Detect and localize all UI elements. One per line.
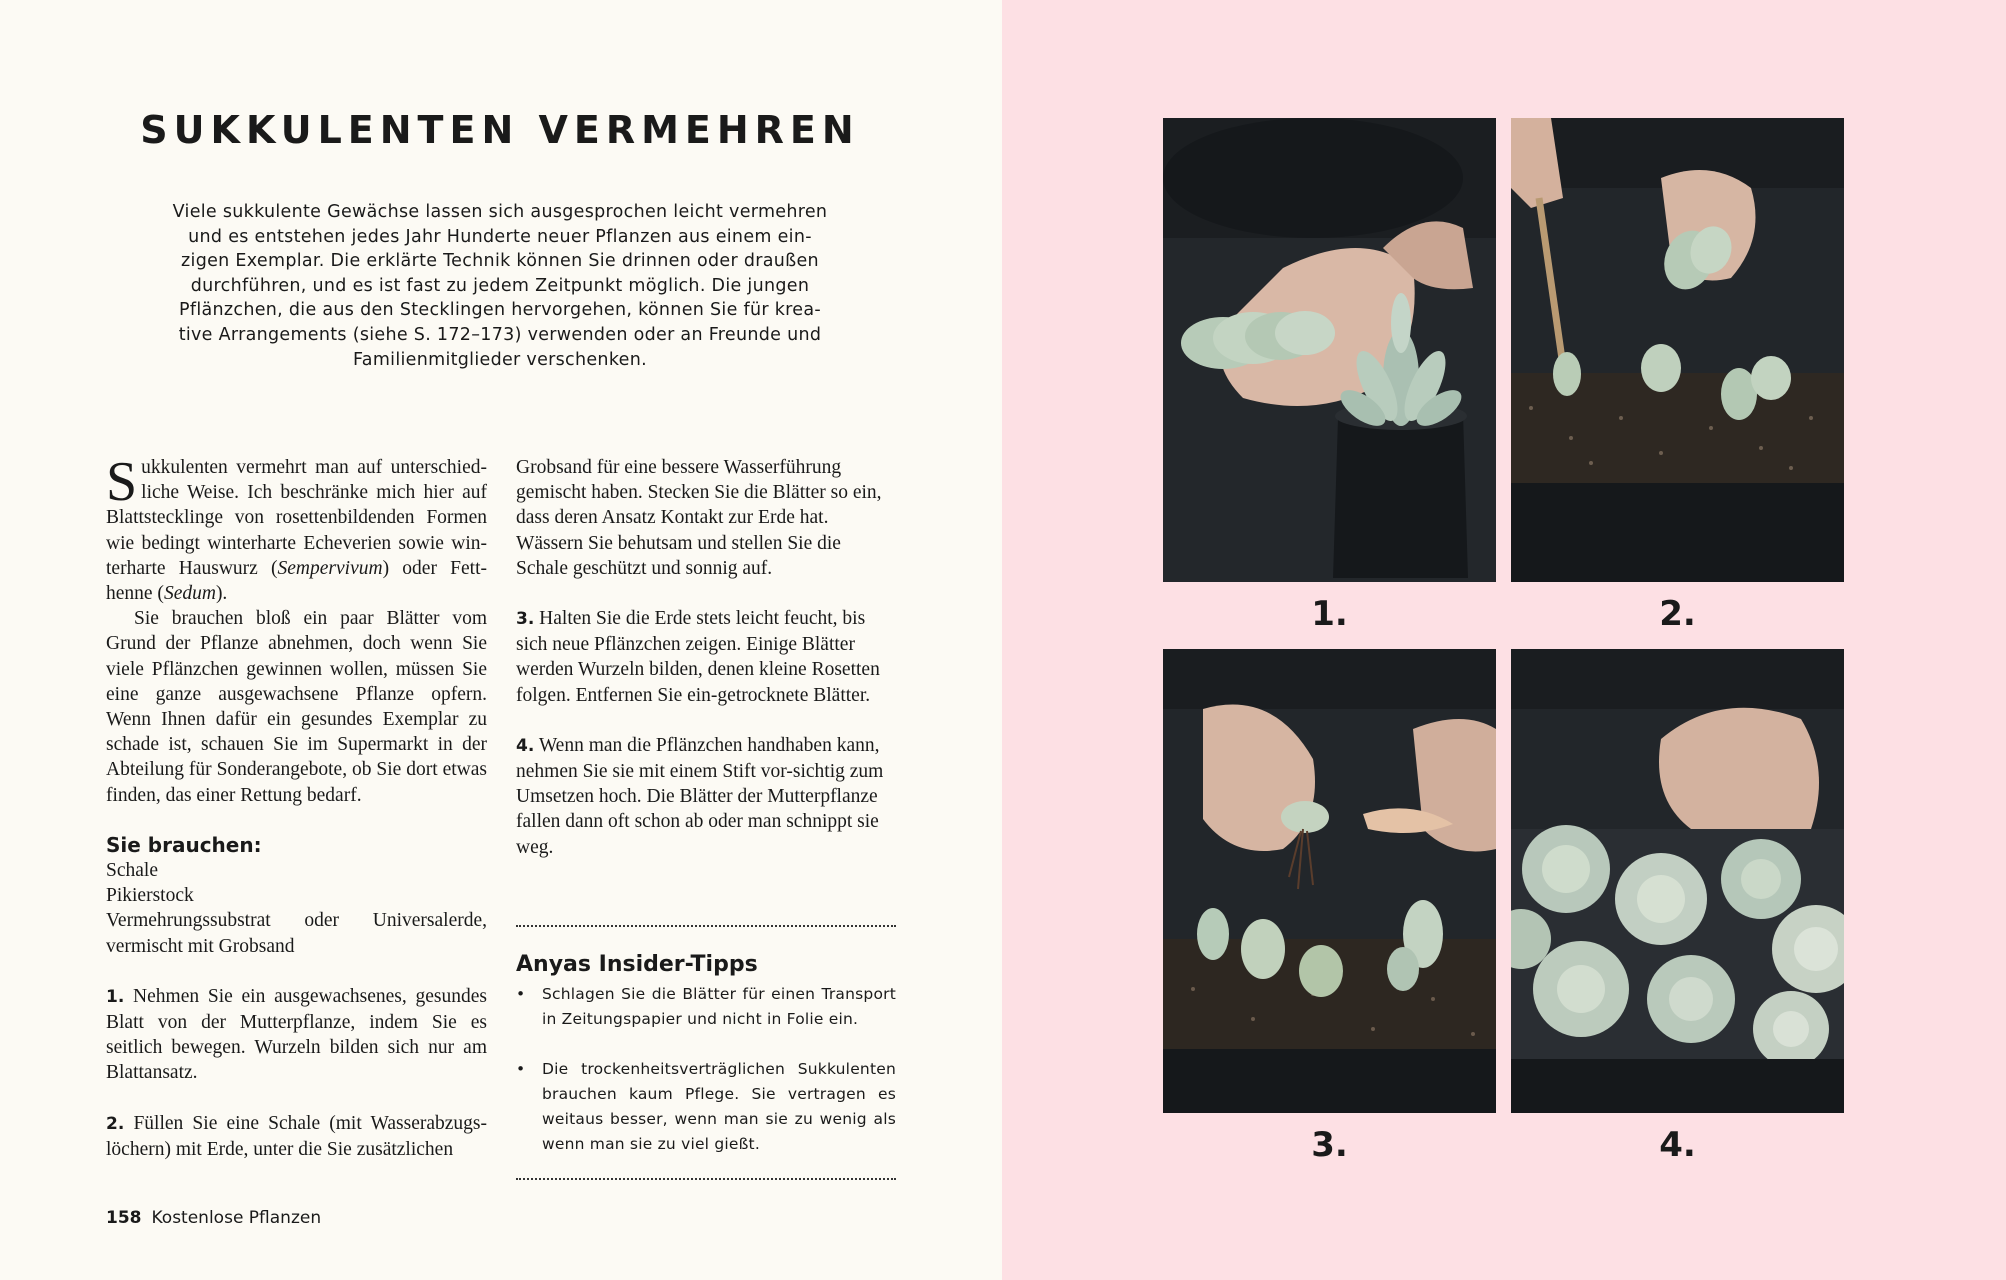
- step-3: [516, 606, 896, 708]
- intro-paragraph: [160, 200, 840, 372]
- bullet-icon: •: [516, 985, 526, 1003]
- right-page: [1002, 0, 2006, 1280]
- intro-line: Pflänzchen, die aus den Stecklingen hervorgehen, können Sie für krea-: [179, 300, 821, 321]
- photo-step-2: [1511, 118, 1844, 582]
- page-title: SUKKULENTEN VERMEHREN: [140, 108, 860, 152]
- step-text: Nehmen Sie ein ausgewachsenes, gesundes Blatt von der Mutterpflanze, indem Sie es seitlich bewegen. Wurzeln bilden sich nur am Blattansatz.: [106, 985, 487, 1084]
- step-number: 2.: [106, 1113, 125, 1134]
- section-title: Kostenlose Pflanzen: [151, 1208, 322, 1228]
- photo-step-1: [1163, 118, 1496, 582]
- dotted-divider: [516, 1178, 896, 1180]
- caption-step-4: 4.: [1659, 1125, 1696, 1165]
- caption-step-3: 3.: [1311, 1125, 1348, 1165]
- step-2-continued: Grobsand für eine bessere Wasserführung gemischt haben. Stecken Sie die Blätter so ein, dass deren Ansatz Kontakt zur Erde hat. Wässern Sie behutsam und stellen Sie die Schale geschützt und sonnig auf.: [516, 457, 882, 579]
- paragraph-intro: [106, 451, 487, 606]
- photo-step-3: [1163, 649, 1496, 1113]
- paragraph-two: Sie brauchen bloß ein paar Blätter vom Grund der Pflanze abnehmen, doch wenn Sie viele Pflänzchen gewinnen wollen, müssen Sie eine ganze ausgewachsene Pflanze opfern. Wenn Ihnen dafür ein gesundes Exemplar zu schade ist, schauen Sie im Supermarkt in der Abteilung für Sonderangebote, ob Sie dort etwas finden, das einer Rettung bedarf.: [106, 608, 487, 806]
- step-4-image: [1511, 649, 1844, 1113]
- photo-step-4: [1511, 649, 1844, 1113]
- tip-item: [516, 982, 896, 1032]
- tip-text: Schlagen Sie die Blätter für einen Transport in Zeitungspapier und nicht in Folie ein.: [542, 985, 896, 1028]
- step-3-image: [1163, 649, 1496, 1113]
- text-run: ).: [215, 583, 228, 605]
- step-number: 4.: [516, 735, 535, 756]
- step-number: 3.: [516, 609, 535, 630]
- intro-line: zigen Exemplar. Die erklärte Technik können Sie drinnen oder draußen: [181, 251, 819, 272]
- intro-line: tive Arrangements (siehe S. 172–173) verwenden oder an Freunde und: [178, 324, 822, 345]
- needs-item: Pikierstock: [106, 885, 194, 907]
- tips-heading: Anyas Insider-Tipps: [516, 952, 758, 977]
- step-text: Wenn man die Pflänzchen handhaben kann, nehmen Sie sie mit einem Stift vor-sichtig zum Umsetzen hoch. Die Blätter der Mutterpflanze fallen dann oft schon ab oder man schnippt sie weg.: [516, 734, 884, 858]
- intro-line: Viele sukkulente Gewächse lassen sich ausgesprochen leicht vermehren: [172, 202, 828, 222]
- latin-name: Sempervivum: [277, 557, 383, 579]
- page-footer: [106, 1208, 321, 1228]
- dotted-divider: [516, 925, 896, 927]
- page-number: 158: [106, 1208, 142, 1228]
- step-1: [106, 984, 487, 1086]
- left-text-column: [106, 451, 488, 1162]
- text-run: ) oder Fett-henne (: [106, 557, 487, 605]
- intro-line: Familienmitglieder verschenken.: [353, 349, 647, 370]
- step-2: [106, 1111, 487, 1162]
- needs-item: Schale: [106, 860, 158, 882]
- step-number: 1.: [106, 986, 125, 1007]
- caption-step-2: 2.: [1659, 594, 1696, 634]
- step-1-image: [1163, 118, 1496, 582]
- tip-item: [516, 1057, 896, 1157]
- drop-cap: S: [106, 451, 138, 513]
- latin-name: Sedum: [163, 583, 216, 605]
- step-4: [516, 733, 896, 860]
- intro-line: und es entstehen jedes Jahr Hunderte neuer Pflanzen aus einem ein-: [188, 226, 812, 247]
- bullet-icon: •: [516, 1060, 526, 1078]
- step-2-image: [1511, 118, 1844, 582]
- intro-line: durchführen, und es ist fast zu jedem Zeitpunkt möglich. Die jungen: [190, 275, 810, 296]
- step-text: Halten Sie die Erde stets leicht feucht, bis sich neue Pflänzchen zeigen. Einige Blätter werden Wurzeln bilden, denen kleine Rosetten folgen. Entfernen Sie ein-getrocknete Blätter.: [516, 608, 880, 706]
- needs-heading: Sie brauchen:: [106, 832, 262, 857]
- text-run: ukkulenten vermehrt man auf unterschied-liche Weise. Ich beschränke mich hier auf Blattstecklinge von rosettenbildenden Formen wie bedingt winterharte Echeverien sowie win-terharte Hauswurz (: [106, 457, 487, 579]
- step-text: Füllen Sie eine Schale (mit Wasserabzugs-löchern) mit Erde, unter die Sie zusätzlichen: [106, 1112, 488, 1160]
- caption-step-1: 1.: [1311, 594, 1348, 634]
- right-text-column: [516, 455, 896, 860]
- tip-text: Die trockenheitsverträglichen Sukkulenten brauchen kaum Pflege. Sie vertragen es weitaus besser, wenn man sie zu wenig als wenn man sie zu viel gießt.: [542, 1060, 896, 1153]
- needs-item: Vermehrungssubstrat oder Universalerde, vermischt mit Grobsand: [106, 910, 487, 957]
